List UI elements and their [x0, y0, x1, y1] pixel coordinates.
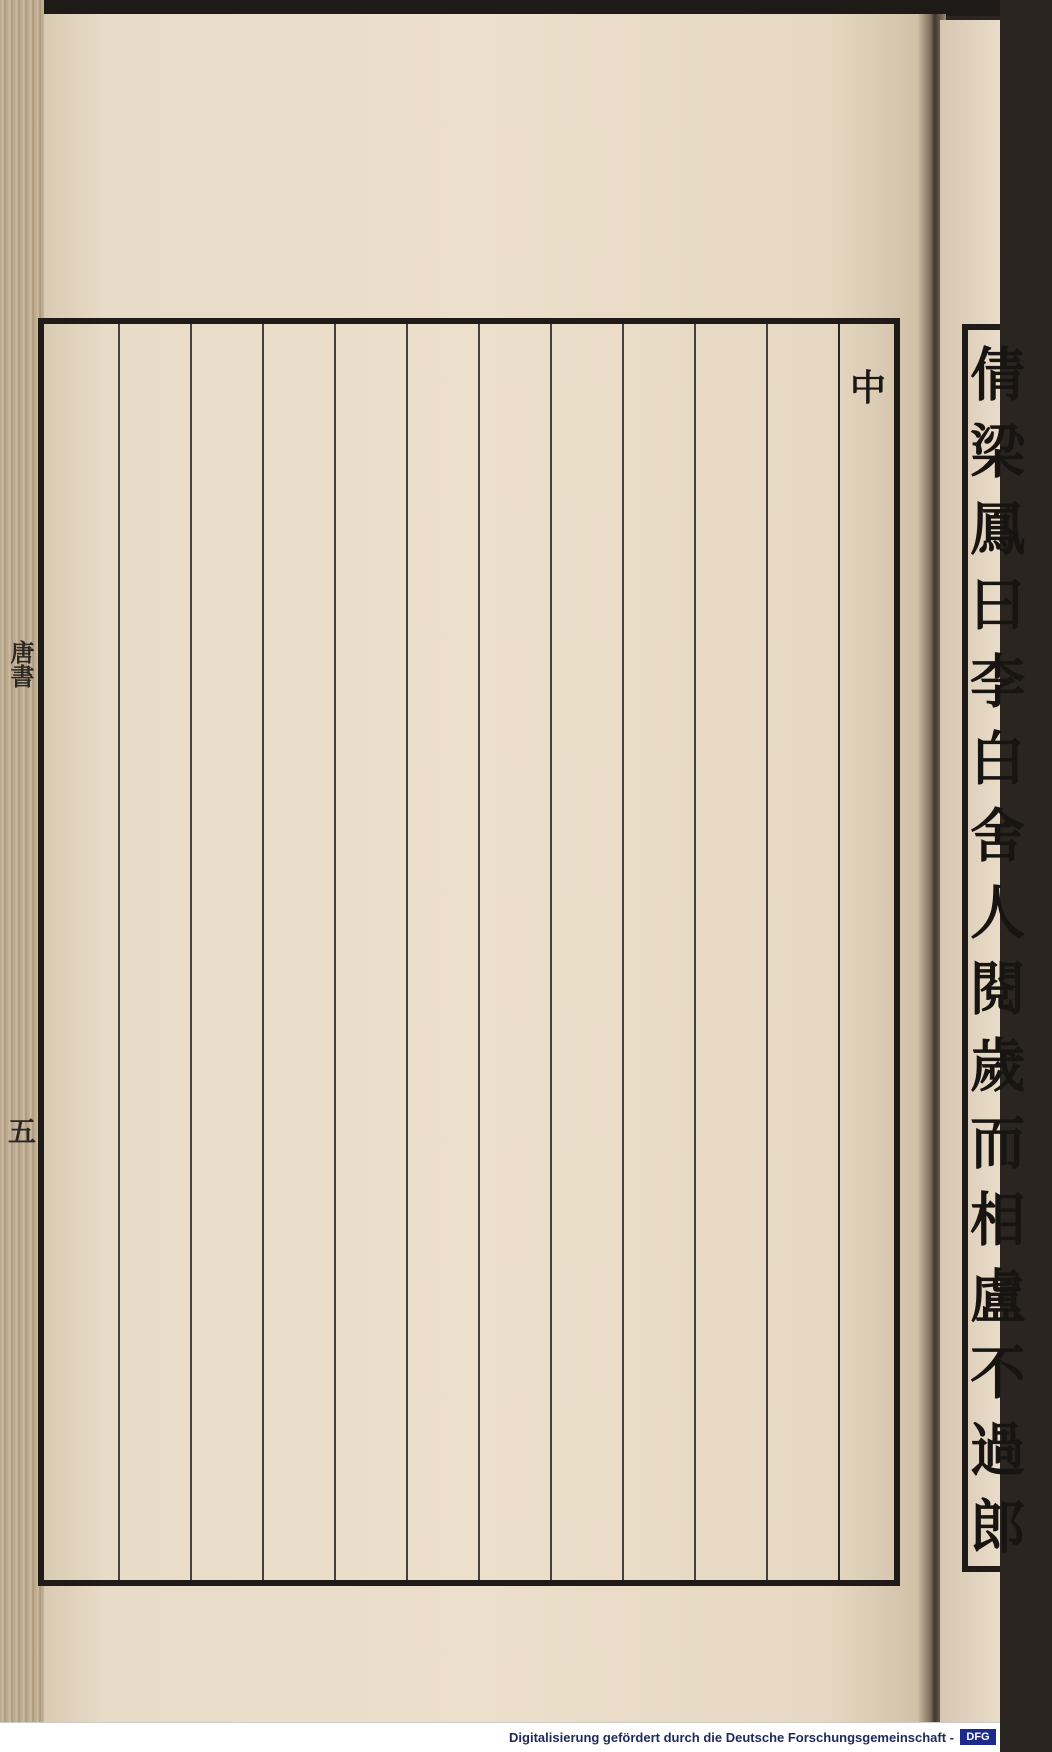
glyph: 而: [970, 1108, 1026, 1177]
glyph: 梁: [970, 417, 1026, 486]
footer-bar: [0, 1722, 1000, 1752]
glyph: 歲: [970, 1032, 1026, 1101]
footer-credit: Digitalisierung gefördert durch die Deutsche Forschungsgemeinschaft -: [509, 1730, 954, 1745]
text-column: [39, 340, 125, 1572]
fold-label: 中: [849, 367, 886, 409]
glyph: 閱: [970, 955, 1026, 1024]
glyph: 白: [970, 724, 1026, 793]
right-page-column: [966, 340, 1026, 1562]
margin-title: 唐書: [6, 640, 35, 688]
glyph: 李: [970, 648, 1026, 717]
glyph: 過: [970, 1416, 1026, 1485]
glyph: 鳳: [970, 494, 1026, 563]
glyph: 人: [970, 878, 1026, 947]
glyph: 倩: [970, 341, 1026, 409]
margin-page-number: 五: [7, 1115, 36, 1148]
glyph: 相: [970, 1185, 1026, 1254]
glyph: 盧: [970, 1262, 1026, 1331]
glyph: 曰: [970, 571, 1026, 640]
dfg-logo: DFG: [960, 1729, 996, 1745]
glyph: 郎: [970, 1492, 1026, 1561]
glyph: 舍: [970, 801, 1026, 870]
fold-column: [838, 324, 902, 1580]
glyph: 不: [970, 1339, 1026, 1408]
